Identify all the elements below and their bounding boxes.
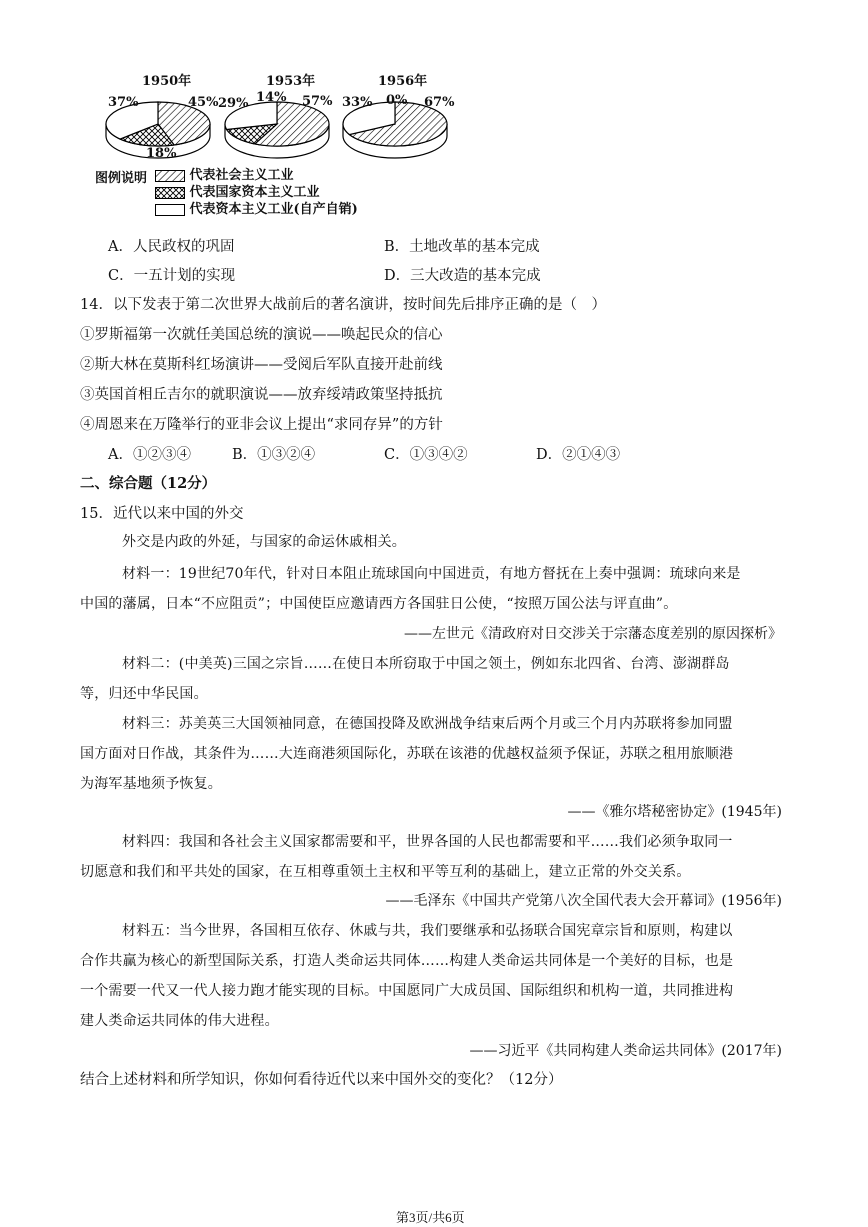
q14-stem: 14．以下发表于第二次世界大战前后的著名演讲，按时间先后排序正确的是（ ） (80, 297, 606, 313)
material-5-line: 材料五：当今世界，各国相互依存、休戚与共，我们要继承和弘扬联合国宪章宗旨和原则，构建以 (122, 923, 733, 939)
q14-item: ③英国首相丘吉尔的就职演说——放弃绥靖政策坚持抵抗 (80, 387, 443, 403)
material-3-line: 材料三：苏美英三大国领袖同意，在德国投降及欧洲战争结束后两个月或三个月内苏联将参加同盟 (122, 716, 733, 732)
q14-item: ①罗斯福第一次就任美国总统的演说——唤起民众的信心 (80, 327, 443, 343)
material-5-source: ——习近平《共同构建人类命运共同体》(2017年) (469, 1043, 782, 1059)
pie-label: 29% (218, 96, 249, 111)
legend-title: 图例说明 (95, 171, 148, 186)
q13-option-a[interactable]: A．人民政权的巩固 (108, 239, 235, 255)
material-3-line: 国方面对日作战，其条件为……大连商港须国际化，苏联在该港的优越权益须予保证，苏联之租用旅顺港 (80, 746, 734, 762)
pie-label: 0% (386, 93, 408, 108)
pie-label: 67% (424, 95, 455, 110)
legend-label: 代表国家资本主义工业 (189, 185, 320, 200)
q15-stem: 15．近代以来中国的外交 (80, 506, 244, 522)
blank-swatch-icon (155, 204, 185, 216)
material-4-source: ——毛泽东《中国共产党第八次全国代表大会开幕词》(1956年) (385, 893, 782, 909)
q14-item: ④周恩来在万隆举行的亚非会议上提出“求同存异”的方针 (80, 417, 443, 433)
q14-option-c[interactable]: C．①③④② (384, 447, 468, 463)
q15-intro: 外交是内政的外延，与国家的命运休戚相关。 (122, 534, 406, 550)
material-1-line: 中国的藩属，日本“不应阻贡”；中国使臣应邀请西方各国驻日公使，“按照万国公法与评直曲”。 (80, 596, 678, 612)
legend-label: 代表资本主义工业(自产自销) (189, 202, 358, 217)
q14-option-a[interactable]: A．①②③④ (108, 447, 191, 463)
pie-label: 33% (342, 95, 373, 110)
section-heading: 二、综合题（12分） (80, 475, 217, 492)
pie-title-1956: 1956年 (378, 74, 428, 89)
pie-label: 14% (256, 90, 287, 105)
material-5-line: 合作共赢为核心的新型国际关系，打造人类命运共同体……构建人类命运共同体是一个美好的目标，也是 (80, 953, 734, 969)
material-3-source: ——《雅尔塔秘密协定》(1945年) (567, 804, 782, 820)
q14-item: ②斯大林在莫斯科红场演讲——受阅后军队直接开赴前线 (80, 357, 443, 373)
material-4-line: 切愿意和我们和平共处的国家，在互相尊重领土主权和平等互利的基础上，建立正常的外交关系。 (80, 864, 691, 880)
pie-label: 37% (108, 95, 139, 110)
q14-option-d[interactable]: D．②①④③ (536, 447, 621, 463)
q13-option-b[interactable]: B．土地改革的基本完成 (384, 239, 540, 255)
material-4-line: 材料四：我国和各社会主义国家都需要和平，世界各国的人民也都需要和平……我们必须争取同一 (122, 834, 733, 850)
material-1-line: 材料一：19世纪70年代，针对日本阻止琉球国向中国进贡，有地方督抚在上奏中强调：琉球向来是 (122, 566, 741, 582)
legend-label: 代表社会主义工业 (189, 168, 294, 183)
pie-label: 18% (146, 146, 177, 161)
hatch-swatch-icon (155, 170, 185, 182)
material-1-source: ——左世元《清政府对日交涉关于宗藩态度差别的原因探析》 (404, 626, 782, 642)
pie-label: 45% (188, 95, 219, 110)
material-5-line: 一个需要一代又一代人接力跑才能实现的目标。中国愿同广大成员国、国际组织和机构一道，共同推进构 (80, 983, 734, 999)
q14-option-b[interactable]: B．①③②④ (232, 447, 316, 463)
material-5-line: 建人类命运共同体的伟大进程。 (80, 1013, 279, 1029)
q15-question: 结合上述材料和所学知识，你如何看待近代以来中国外交的变化？（12分） (80, 1072, 563, 1088)
q13-option-c[interactable]: C．一五计划的实现 (108, 268, 236, 284)
material-2-line: 等，归还中华民国。 (80, 686, 208, 702)
pie-label: 57% (302, 94, 333, 109)
pie-title-1950: 1950年 (142, 74, 192, 89)
page-footer: 第3页/共6页 (396, 1210, 465, 1225)
legend-item-capitalist (155, 198, 358, 217)
material-2-line: 材料二：(中美英)三国之宗旨……在使日本所窃取于中国之领土，例如东北四省、台湾、澎湖群岛 (122, 656, 730, 672)
material-3-line: 为海军基地须予恢复。 (80, 776, 222, 792)
pie-title-1953: 1953年 (266, 74, 316, 89)
q13-option-d[interactable]: D．三大改造的基本完成 (384, 268, 541, 284)
crosshatch-swatch-icon (155, 187, 185, 199)
